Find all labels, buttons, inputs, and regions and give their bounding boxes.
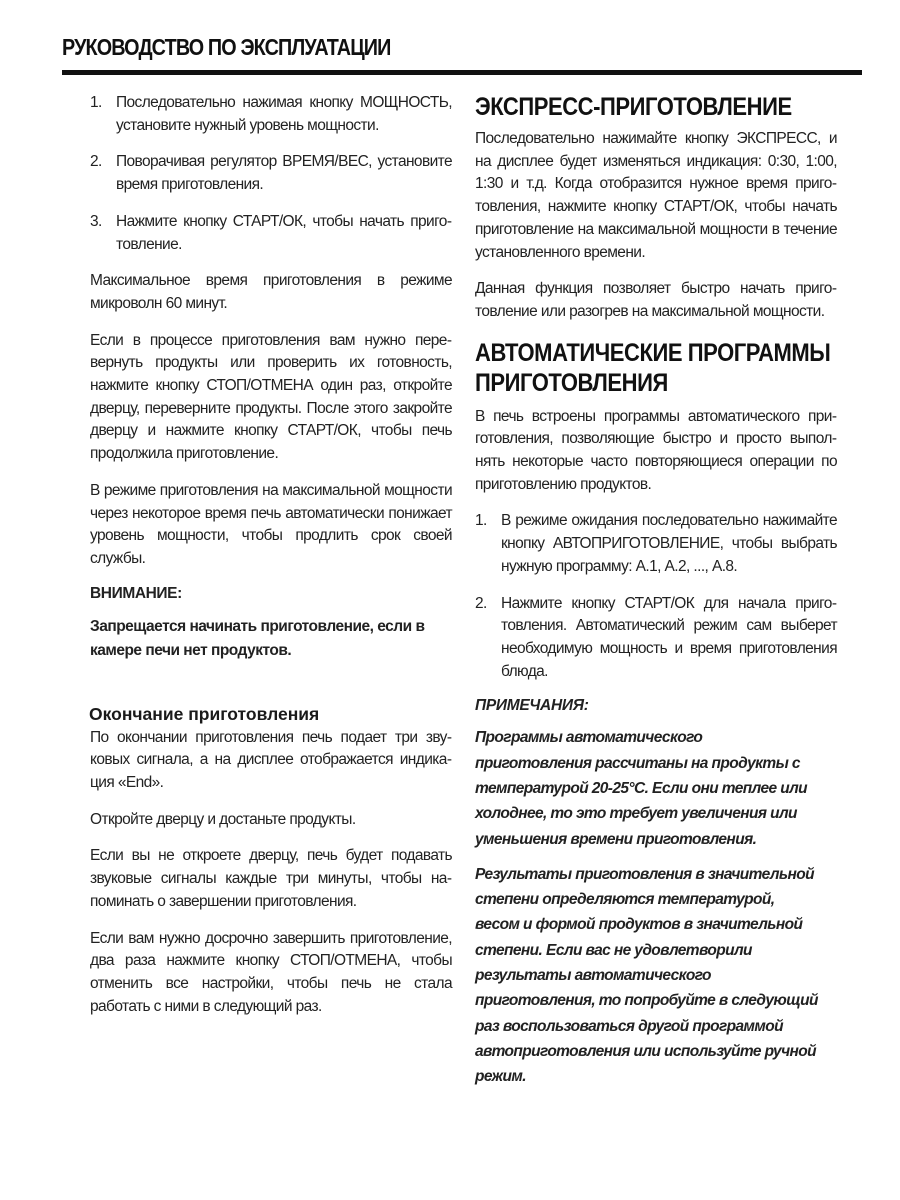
step-number: 2. — [90, 153, 102, 171]
note-line: режим. — [475, 1068, 526, 1086]
paragraph-auto-intro: В печь встроены программы автоматического приготовления, позволяющие быстро и просто выполнять некоторые часто повторяющиеся операции по приготовлению продуктов. — [475, 407, 837, 493]
notes-heading: ПРИМЕЧАНИЯ: — [475, 697, 589, 715]
auto-programs-heading — [475, 338, 837, 398]
note-line: степени определяются температурой, — [475, 891, 775, 909]
paragraph-open-door: Откройте дверцу и достаньте продукты. — [90, 810, 356, 828]
paragraph-max-time: Максимальное время приготовления в режиме микроволн 60 минут. — [90, 272, 452, 312]
page-header — [62, 34, 862, 61]
step-text: Поворачивая регулятор ВРЕМЯ/ВЕС, установите время приготовления. — [116, 153, 452, 194]
left-column — [90, 92, 452, 1032]
step-text: В режиме ожидания последовательно нажимайте кнопку АВТОПРИГОТОВЛЕНИЕ, чтобы выбрать нужную программу: А.1, А.2, ..., А.8. — [501, 512, 837, 575]
step-number: 1. — [90, 94, 102, 111]
step-number: 2. — [475, 594, 487, 612]
note-line: раз воспользоваться другой программой — [475, 1017, 783, 1035]
note-line: приготовления рассчитаны на продукты с — [475, 754, 800, 772]
note-line: Результаты приготовления в значительной — [475, 865, 814, 883]
paragraph-power-reduction: В режиме приготовления на максимальной мощности через некоторое время печь автоматически понижает уровень мощности, чтобы продлить срок своей службы. — [90, 481, 452, 567]
note-results — [475, 862, 837, 1090]
warning-text: Запрещается начинать приготовление, если в камере печи нет продуктов. — [90, 617, 425, 659]
header-rule — [62, 70, 862, 75]
list-item — [90, 92, 452, 137]
end-section-heading: Окончание приготовления — [89, 703, 320, 724]
power-steps-list — [90, 92, 452, 256]
note-line: холоднее, то это требует увеличения или — [475, 805, 797, 823]
list-item — [475, 510, 837, 578]
paragraph-express-usage: Последовательно нажимайте кнопку ЭКСПРЕСС, и на дисплее будет изменяться индикация: 0:30, 1:00, 1:30 и т.д. Когда отобразится нужное время приготовления, нажмите кнопку СТАРТ/ОК, чтобы начать приготовление на максимальной мощности в течение установленного времени. — [475, 130, 837, 261]
note-line: результаты автоматического — [475, 967, 711, 985]
list-item — [90, 211, 452, 256]
paragraph-reminder: Если вы не откроете дверцу, печь будет подавать звуковые сигналы каждые три минуты, чтобы напоминать о завершении приготовления. — [90, 847, 452, 910]
page-title: РУКОВОДСТВО ПО ЭКСПЛУАТАЦИИ — [62, 34, 391, 60]
note-line: температурой 20-25°С. Если они теплее или — [475, 779, 808, 797]
step-text: Нажмите кнопку СТАРТ/ОК для начала приготовления. Автоматический режим сам выберет необходимую мощность и время приготовления блюда. — [501, 594, 837, 680]
note-line: степени. Если вас не удовлетворили — [475, 941, 752, 959]
auto-heading-line1: АВТОМАТИЧЕСКИЕ ПРОГРАММЫ — [475, 338, 831, 367]
step-text: Нажмите кнопку СТАРТ/ОК, чтобы начать приготовление. — [116, 212, 452, 253]
paragraph-end-signal: По окончании приготовления печь подает три звуковых сигнала, а на дисплее отображается индикация «End». — [90, 728, 452, 792]
auto-steps-list — [475, 510, 837, 683]
note-line: весом и формой продуктов в значительной — [475, 916, 803, 934]
note-line: автоприготовления или используйте ручной — [475, 1042, 816, 1060]
right-column — [475, 92, 837, 1100]
auto-heading-line2: ПРИГОТОВЛЕНИЯ — [475, 368, 668, 397]
list-item — [90, 151, 452, 196]
step-number: 1. — [475, 512, 487, 530]
note-line: Программы автоматического — [475, 729, 703, 747]
paragraph-early-stop: Если вам нужно досрочно завершить приготовление, два раза нажмите кнопку СТОП/ОТМЕНА, чтобы отменить все настройки, чтобы печь не стала работать с ними в следующий раз. — [90, 929, 452, 1015]
paragraph-express-function: Данная функция позволяет быстро начать приготовление или разогрев на максимальной мощности. — [475, 280, 837, 320]
step-number: 3. — [90, 212, 102, 230]
note-temperature — [475, 725, 837, 851]
warning-heading: ВНИМАНИЕ: — [90, 584, 182, 602]
paragraph-flip-products: Если в процессе приготовления вам нужно перевернуть продукты или проверить их готовность, нажмите кнопку СТОП/ОТМЕНА один раз, откройте дверцу, переверните продукты. После этого закройте дверцу и нажмите кнопку СТАРТ/ОК, чтобы печь продолжила приготовление. — [90, 331, 452, 463]
step-text: Последовательно нажимая кнопку МОЩНОСТЬ, установите нужный уровень мощности. — [116, 94, 452, 134]
note-line: уменьшения времени приготовления. — [475, 830, 757, 848]
list-item — [475, 593, 837, 684]
express-heading: ЭКСПРЕСС-ПРИГОТОВЛЕНИЕ — [475, 93, 792, 121]
note-line: приготовления, то попробуйте в следующий — [475, 992, 818, 1010]
